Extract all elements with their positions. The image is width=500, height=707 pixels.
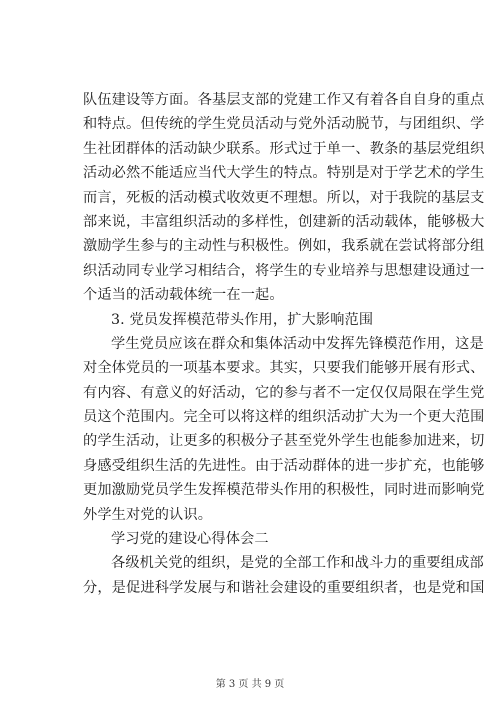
section-heading: 3. 党员发挥模范带头作用，扩大影响范围	[111, 311, 374, 328]
text-line: 而言，死板的活动模式收效更不理想。所以，对于我院的基层支	[83, 189, 485, 206]
text-line: 队伍建设等方面。各基层支部的党建工作又有着各自自身的重点	[83, 92, 485, 108]
document-body	[83, 88, 485, 600]
text-line: 更加激励党员学生发挥模范带头作用的积极性，同时进而影响党	[83, 482, 485, 499]
text-line: 织活动同专业学习相结合，将学生的专业培养与思想建设通过一	[83, 262, 485, 279]
text-line: 分，是促进科学发展与和谐社会建设的重要组织者，也是党和国	[83, 579, 485, 596]
text-line: 外学生对党的认识。	[83, 506, 213, 523]
section-heading: 学习党的建设心得体会二	[111, 531, 269, 548]
text-line: 个适当的活动载体统一在一起。	[83, 287, 284, 304]
text-line: 的学生活动，让更多的积极分子甚至党外学生也能参加进来，切	[83, 433, 485, 450]
text-line: 对全体党员的一项基本要求。其实，只要我们能够开展有形式、	[83, 360, 485, 377]
text-line: 身感受组织生活的先进性。由于活动群体的进一步扩充，也能够	[83, 457, 485, 474]
page-number-footer: 第 3 页 共 9 页	[215, 679, 285, 690]
text-line: 激励学生参与的主动性与积极性。例如，我系就在尝试将部分组	[83, 238, 485, 255]
text-line: 学生党员应该在群众和集体活动中发挥先锋模范作用，这是	[111, 335, 484, 352]
text-line: 活动必然不能适应当代大学生的特点。特别是对于学艺术的学生	[83, 165, 485, 182]
text-line: 有内容、有意义的好活动，它的参与者不一定仅仅局限在学生党	[83, 384, 485, 401]
text-line: 生社团群体的活动缺少联系。形式过于单一、教条的基层党组织	[83, 140, 485, 157]
text-line: 和特点。但传统的学生党员活动与党外活动脱节，与团组织、学	[83, 116, 485, 133]
text-line: 各级机关党的组织，是党的全部工作和战斗力的重要组成部	[111, 555, 484, 572]
text-line: 部来说，丰富组织活动的多样性，创建新的活动载体，能够极大	[83, 213, 485, 230]
text-line: 员这个范围内。完全可以将这样的组织活动扩大为一个更大范围	[83, 409, 485, 426]
